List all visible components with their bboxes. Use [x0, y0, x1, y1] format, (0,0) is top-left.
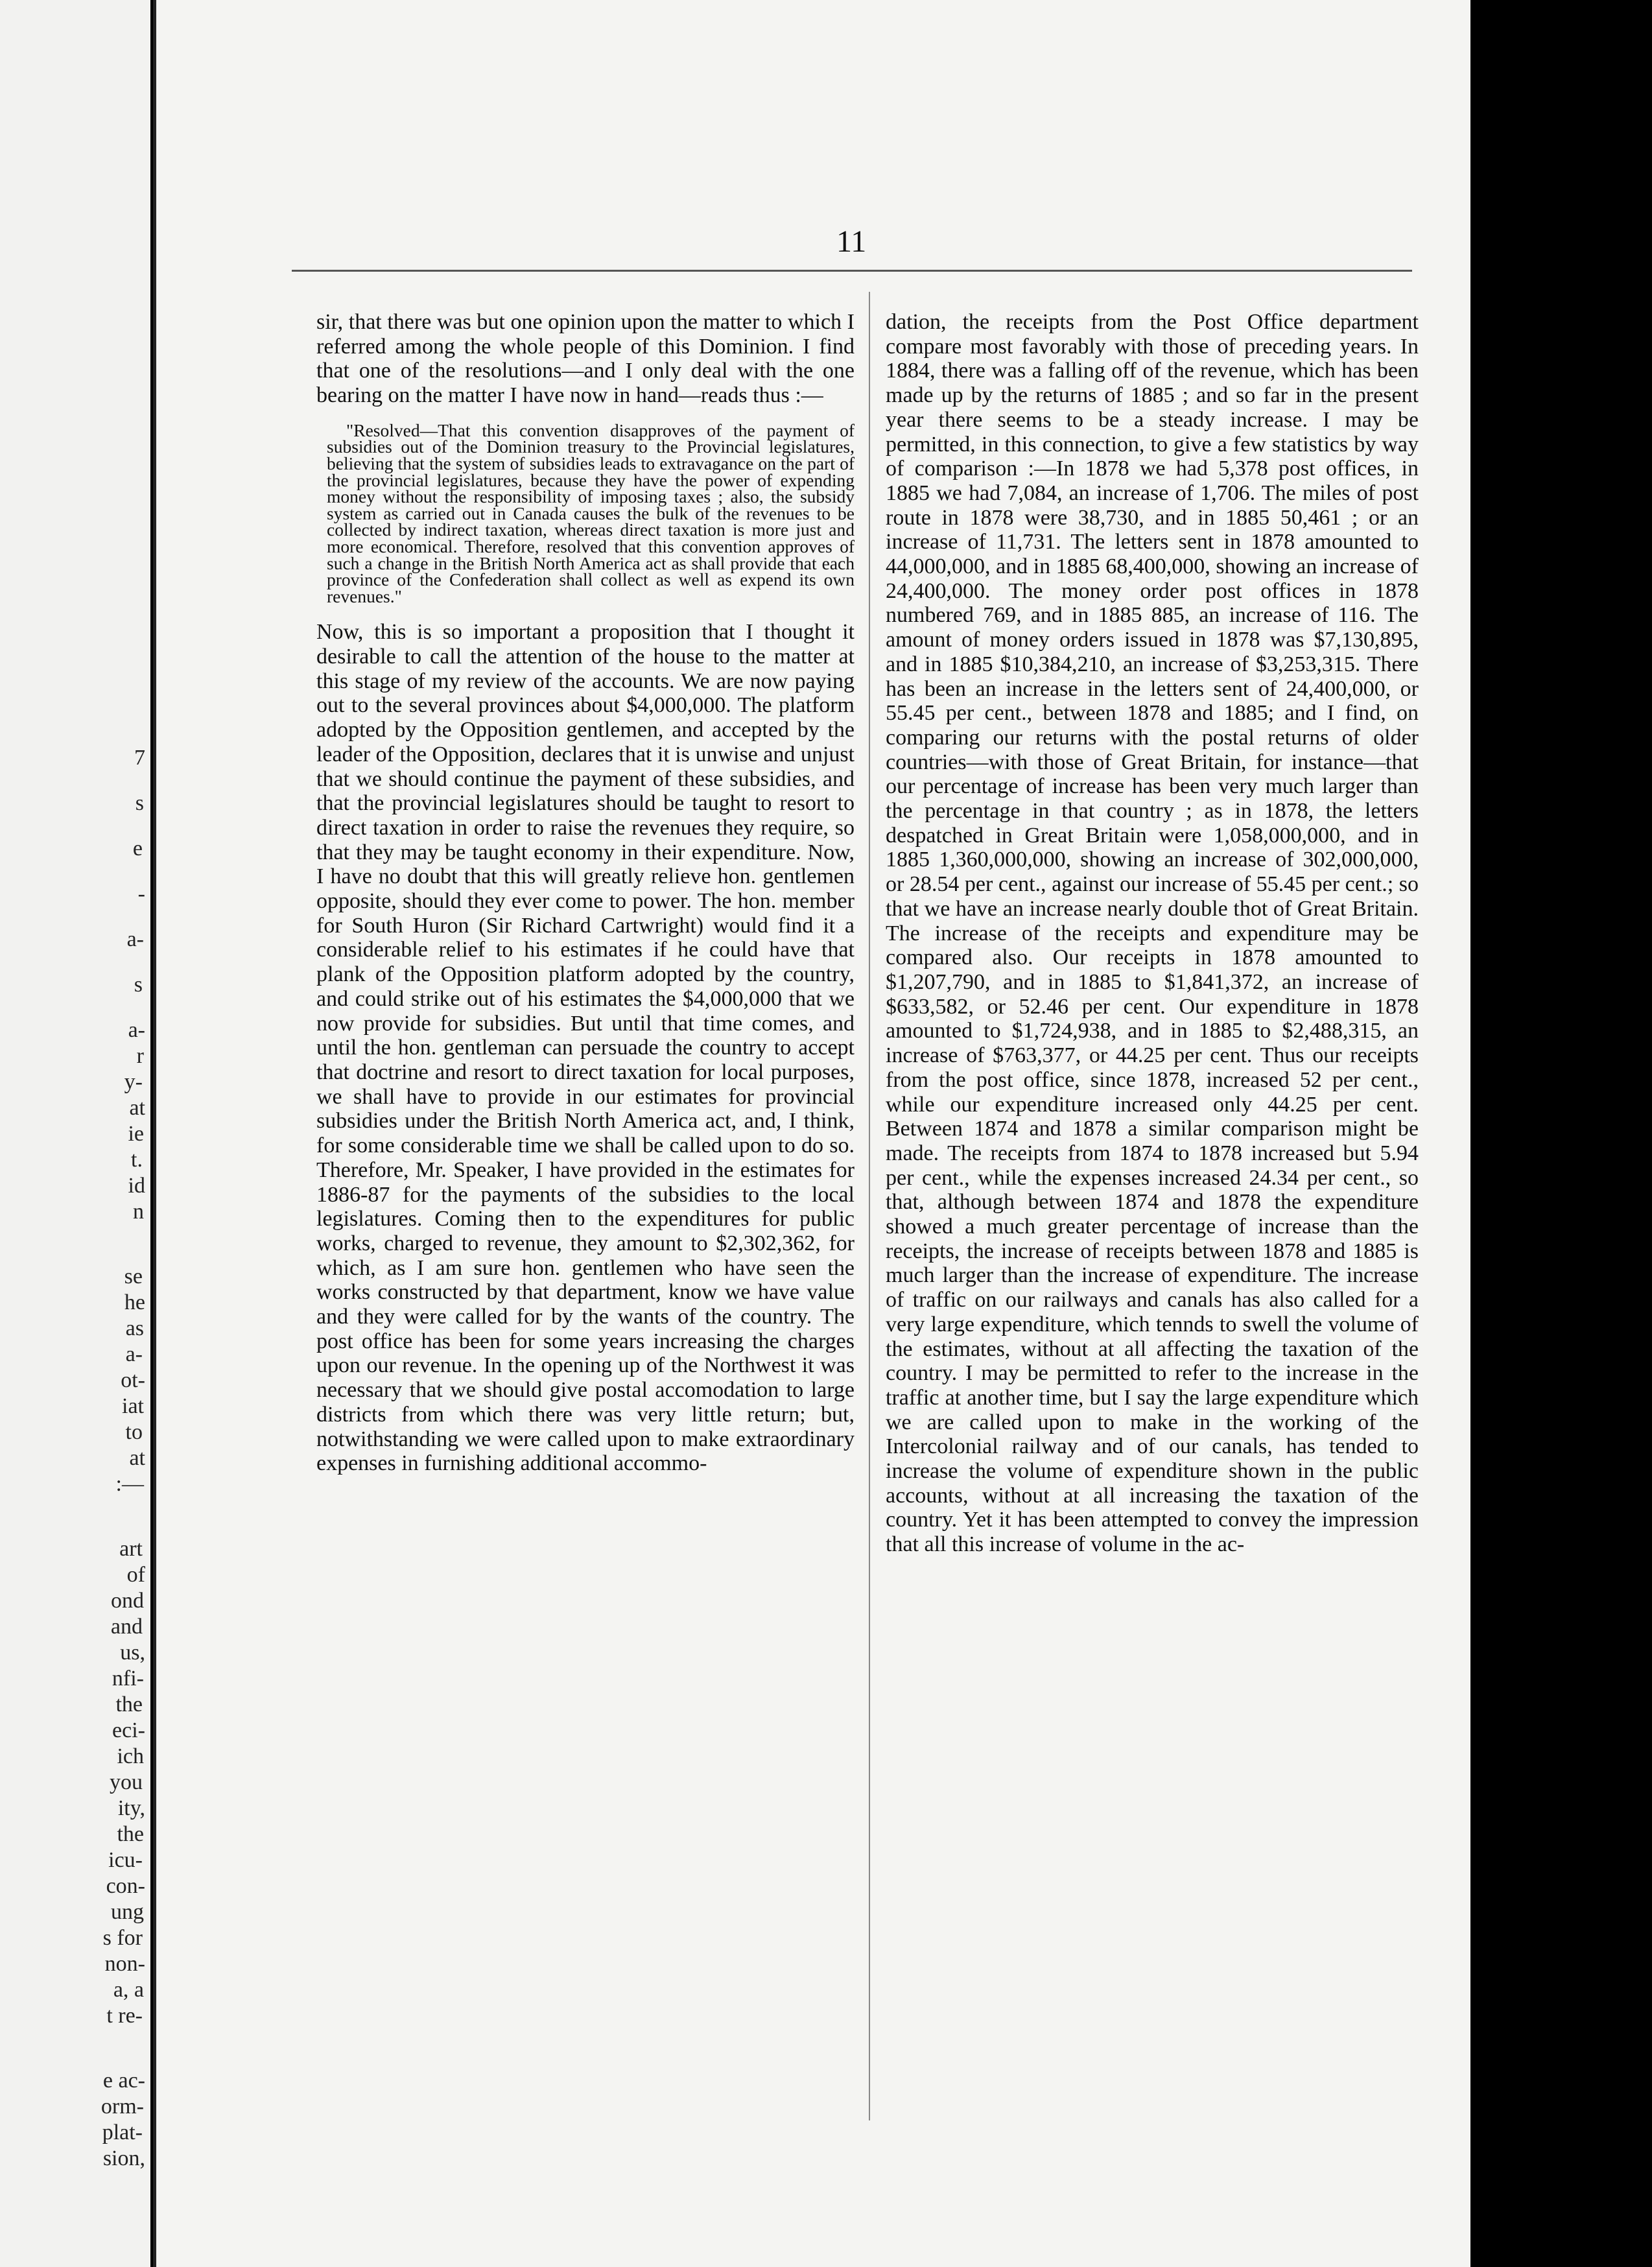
margin-fragment: orm- — [100, 2095, 144, 2119]
margin-fragment: plat- — [102, 2120, 143, 2144]
margin-fragment: icu- — [108, 1848, 143, 1872]
margin-fragment: you — [110, 1770, 143, 1794]
margin-fragment: y- — [124, 1070, 143, 1094]
page-edge-background — [1470, 0, 1652, 2267]
margin-fragment: eci- — [112, 1718, 145, 1742]
page-number: 11 — [836, 224, 867, 259]
right-body-paragraph: dation, the receipts from the Post Office department compare most favorably with those of preceding years. In 1884, there was a falling off of the revenue, which has been made up by the returns of 1885 ; and so far in the present year there seems to be a steady increase. I may be permitted, in this connection, to give a few statistics by way of comparison :—In 1878 we had 5,378 post offices, in 1885 we had 7,084, an increase of 1,706. The miles of post route in 1878 were 38,730, and in 1885 50,461 ; or an increase of 11,731. The letters sent in 1878 amounted to 44,000,000, and in 1885 68,400,000, showing an increase of 24,400,000. The money order post offices in 1878 numbered 769, and in 1885 885, an increase of 116. The amount of money orders issued in 1878 was $7,130,895, and in 1885 $10,384,210, an increase of $3,253,315. There has been an increase in the letters sent of 24,400,000, or 55.45 per cent., between 1878 and 1885; and I find, on comparing our returns with the postal returns of older countries—with those of Great Britain, for instance—that our percentage of increase has been very much larger than the percentage in that country ; as in 1878, the letters despatched in Great Britain were 1,058,000,000, and in 1885 1,360,000,000, showing an increase of 302,000,000, or 28.54 per cent., against our increase of 55.45 per cent.; so that we have an increase nearly double thot of Great Britain. The increase of the receipts and expenditure may be compared also. Our receipts in 1878 amounted to $1,207,790, and in 1885 to $1,841,372, an increase of $633,582, or 52.46 per cent. Our expenditure in 1878 amounted to $1,724,938, and in 1885 to $2,488,315, an increase of $763,377, or 44.25 per cent. Thus our receipts from the post office, since 1878, increased 52 per cent., while our expenditure increased only 44.25 per cent. Between 1874 and 1878 a similar comparison might be made. The receipts from 1874 to 1878 increased but 5.94 per cent., while the expenses increased 24.34 per cent., so that, although between 1874 and 1878 the expenditure showed a much greater percentage of increase than the receipts, the increase of receipts between 1878 and 1885 is much larger than the increase of expenditure. The increase of traffic on our railways and canals has also called for a very large expenditure, which tennds to swell the volume of the estimates, without at all affecting the taxation of the country. I may be permitted to refer to the increase in the traffic at another time, but I say the large expenditure which we are called upon to make in the working of the Intercolonial railway and of our canals, has tended to increase the volume of expenditure shown in the public accounts, without at all increasing the taxation of the country. Yet it has been attempted to convey the impression that all this increase of volume in the ac- — [886, 310, 1419, 1557]
margin-fragment: t. — [131, 1148, 143, 1172]
margin-fragment: ich — [117, 1744, 144, 1768]
adjacent-page-fragment — [0, 0, 150, 2267]
margin-fragment: a- — [125, 1342, 143, 1366]
margin-fragment: art — [119, 1537, 143, 1561]
margin-fragment: to — [125, 1420, 143, 1444]
margin-fragment: iat — [122, 1394, 144, 1418]
margin-fragment: us, — [120, 1641, 145, 1665]
left-column — [316, 310, 855, 1476]
left-body-paragraph: Now, this is so important a proposition that I thought it desirable to call the attention of the house to the matter at this stage of my review of the accounts. We are now paying out to the several provinces about $4,000,000. The platform adopted by the Opposition gentlemen, and accepted by the leader of the Opposition, declares that it is unwise and unjust that we should continue the payment of these subsidies, and that the provincial legislatures should be taught to resort to direct taxation in order to raise the revenues they require, so that they may be taught economy in their expenditure. Now, I have no doubt that this will greatly relieve hon. gentlemen opposite, should they ever come to power. The hon. member for South Huron (Sir Richard Cartwright) would find it a considerable relief to his estimates if he could have that plank of the Opposition platform adopted by the country, and could strike out of his estimates the $4,000,000 that we now provide for subsidies. But until that time comes, and until the hon. gentleman can persuade the country to accept that doctrine and resort to direct taxation for local purposes, we shall have to provide in our estimates for provincial subsidies under the British North America act, and, I think, for some considerable time we shall be called upon to do so. Therefore, Mr. Speaker, I have provided in the estimates for 1886-87 for the payments of the subsidies to the local legislatures. Coming then to the expenditures for public works, charged to revenue, they amount to $2,302,362, for which, as I am sure hon. gentlemen who have seen the works constructed by that department, know we have value and they were called for by the wants of the country. The post office has been for some years increasing the charges upon our revenue. In the opening up of the Northwest it was necessary that we should give postal accomodation to large districts from which there was very little return; but, notwithstanding we were called upon to make extraordinary expenses in furnishing additional accommo- — [316, 620, 855, 1476]
margin-fragment: con- — [106, 1874, 145, 1898]
column-divider — [869, 292, 870, 2120]
margin-fragment: of — [126, 1563, 145, 1587]
margin-fragment: s — [135, 791, 144, 815]
margin-fragment: e ac- — [102, 2069, 145, 2093]
margin-fragment: sion, — [102, 2146, 145, 2170]
margin-fragment: ie — [128, 1122, 144, 1146]
margin-fragment: the — [115, 1692, 143, 1716]
margin-fragment: n — [133, 1200, 144, 1224]
margin-fragment: a- — [126, 927, 144, 951]
margin-fragment: - — [137, 882, 145, 906]
margin-fragment: r — [136, 1044, 144, 1068]
margin-fragment: t re- — [106, 2004, 143, 2028]
margin-fragment: :— — [115, 1472, 144, 1496]
margin-fragment: id — [128, 1174, 145, 1198]
header-rule — [292, 270, 1412, 272]
margin-fragment: at — [129, 1446, 145, 1470]
margin-fragment: ot- — [121, 1368, 145, 1392]
margin-fragment: s for — [102, 1926, 143, 1950]
margin-fragment: se — [124, 1264, 143, 1288]
margin-fragment: 7 — [134, 746, 145, 770]
margin-fragment: nfi- — [112, 1667, 144, 1691]
margin-fragment: s — [134, 973, 143, 997]
margin-fragment: the — [117, 1822, 144, 1846]
margin-fragment: ung — [111, 1900, 144, 1924]
margin-fragment: e — [132, 837, 143, 861]
margin-fragment: he — [124, 1290, 145, 1314]
margin-fragment: non- — [104, 1952, 145, 1976]
margin-fragment: ity, — [117, 1796, 145, 1820]
margin-fragment: ond — [111, 1589, 144, 1613]
margin-fragment: a, a — [113, 1978, 144, 2002]
margin-fragment: at — [129, 1096, 145, 1120]
margin-fragment: as — [125, 1316, 144, 1340]
intro-paragraph: sir, that there was but one opinion upon the matter to which I referred among the whole people of this Dominion. I find that one of the resolutions—and I only deal with the one bearing on the matter I have now in hand—reads thus :— — [316, 310, 855, 408]
right-column — [886, 310, 1419, 1557]
margin-fragment: a- — [128, 1018, 145, 1042]
margin-fragment: and — [110, 1615, 143, 1639]
resolution-quote: "Resolved—That this convention disapproves of the payment of subsidies out of the Dominion treasury to the Provincial legislatures, believing that the system of subsidies leads to extravagance on the part of the provincial legislatures, because they have the power of expending money without the responsibility of imposing taxes ; also, the subsidy system as carried out in Canada causes the bulk of the revenues to be collected by indirect taxation, whereas direct taxation is more just and more economical. Therefore, resolved that this convention approves of such a change in the British North America act as shall provide that each province of the Confederation shall collect as well as expend its own revenues." — [327, 420, 855, 606]
